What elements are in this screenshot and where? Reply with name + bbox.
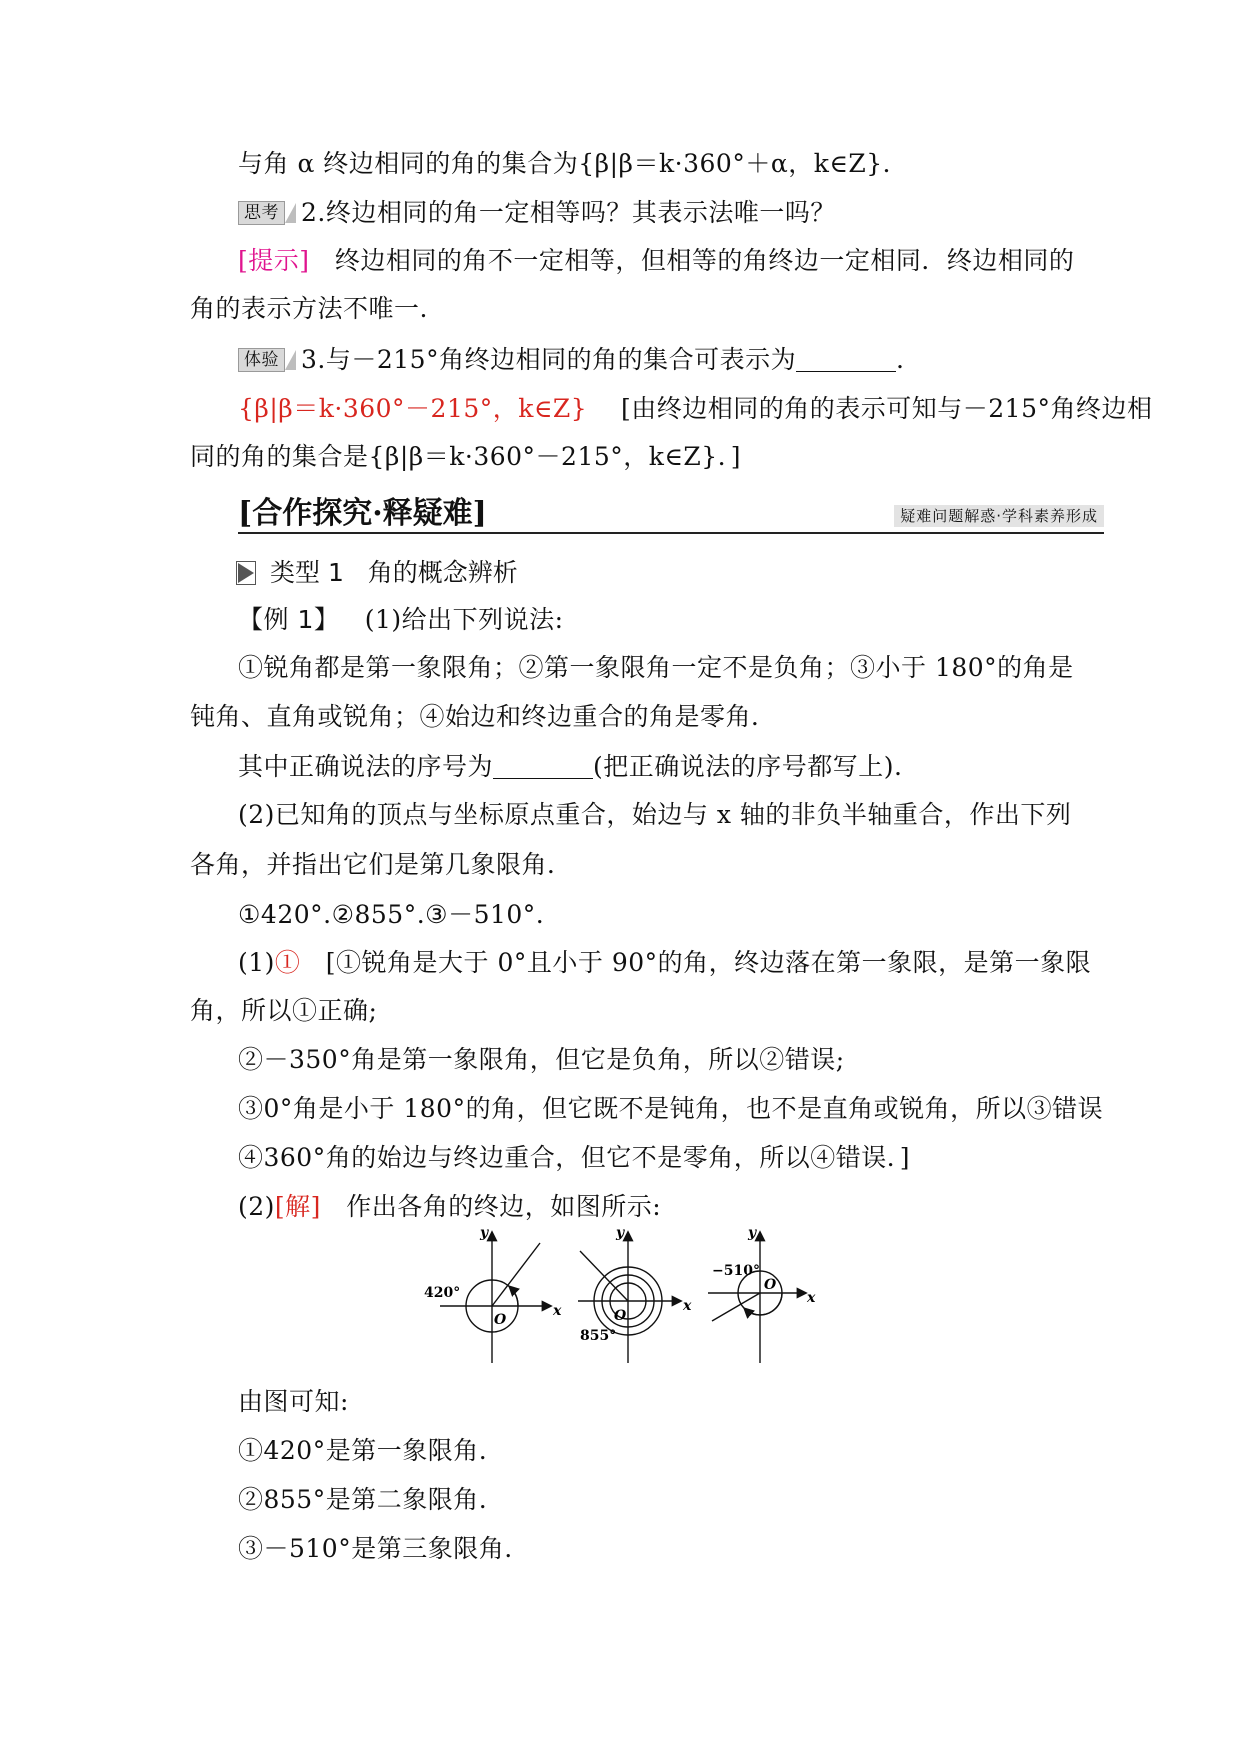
fig3-x-label: x [807, 1290, 816, 1306]
solution-3: ③0°角是小于 180°的角，但它既不是钝角，也不是直角或锐角，所以③错误 [238, 1094, 1104, 1123]
q1-c-pre: 其中正确说法的序号为 [238, 752, 494, 781]
figure-neg510 [708, 1233, 805, 1363]
solution-2: ②－350°角是第一象限角，但它是负角，所以②错误; [238, 1045, 845, 1074]
section-divider [238, 532, 1104, 534]
example-q2-b: 各角，并指出它们是第几象限角． [190, 850, 573, 879]
think-tag: 思考 [238, 201, 285, 225]
conclusion-1: ①420°是第一象限角. [238, 1436, 488, 1465]
section-subtitle: 疑难问题解惑·学科素养形成 [894, 505, 1104, 527]
think-question [238, 196, 836, 230]
solution-5-text: 作出各角的终边，如图所示: [346, 1192, 662, 1221]
fig1-angle-label: 420° [424, 1285, 461, 1301]
q1-c-post: (把正确说法的序号都写上). [593, 752, 903, 781]
example-q1-a: ①锐角都是第一象限角；②第一象限角一定不是负角；③小于 180°的角是 [238, 653, 1074, 682]
think-text: 2.终边相同的角一定相等吗？其表示法唯一吗？ [301, 198, 836, 227]
play-triangle-icon [238, 563, 254, 583]
experience-text: 3.与－215°角终边相同的角的集合可表示为 [301, 345, 797, 374]
experience-tag: 体验 [238, 348, 285, 372]
conclusion-3: ③－510°是第三象限角. [238, 1534, 513, 1563]
answer-blank [796, 345, 896, 372]
solution-1-b: 角，所以①正确; [190, 996, 378, 1025]
fig1-x-label: x [553, 1303, 562, 1319]
fig2-x-label: x [683, 1298, 692, 1314]
experience-question [238, 343, 922, 377]
fig1-origin-label: O [494, 1312, 507, 1328]
conclusion-intro: 由图可知: [238, 1387, 349, 1416]
type-label: 类型 1 [270, 558, 344, 587]
conclusion-2: ②855°是第二象限角. [238, 1485, 488, 1514]
example-q1-b: 钝角、直角或锐角；④始边和终边重合的角是零角． [190, 702, 777, 731]
fig3-origin-label: O [764, 1277, 777, 1293]
solution-5-num: (2) [238, 1192, 275, 1221]
example-intro [238, 603, 564, 637]
type-title: 角的概念辨析 [367, 558, 518, 587]
hint-label: [提示] [238, 246, 310, 275]
example-q2-a: (2)已知角的顶点与坐标原点重合，始边与 x 轴的非负半轴重合，作出下列 [238, 800, 1072, 829]
solution-4: ④360°角的始边与终边重合，但它不是零角，所以④错误．] [238, 1143, 910, 1172]
fig3-angle-label: −510° [712, 1263, 760, 1279]
fig3-y-label: y [748, 1225, 757, 1241]
section-title: [合作探究·释疑难] [238, 496, 487, 531]
solution-1-answer: ① [274, 948, 301, 977]
solution-5-tag: [解] [274, 1192, 321, 1221]
answer-explanation: [由终边相同的角的表示可知与－215°角终边相 [621, 394, 1153, 423]
experience-period: ． [896, 345, 922, 374]
solution-1-num: (1) [238, 948, 275, 977]
solution-1-text: [①锐角是大于 0°且小于 90°的角，终边落在第一象限，是第一象限 [325, 948, 1092, 977]
example-q2-c: ①420°.②855°.③－510°. [238, 900, 545, 929]
q1-blank [493, 752, 593, 779]
answer-line-2: 同的角的集合是{β|β＝k·360°－215°，k∈Z}．] [190, 442, 741, 471]
fig1-y-label: y [480, 1225, 489, 1241]
answer-line-1 [238, 392, 1152, 426]
type-heading [238, 556, 518, 590]
fig2-y-label: y [616, 1225, 625, 1241]
angle-figures [424, 1225, 850, 1375]
answer-red: {β|β＝k·360°－215°，k∈Z} [238, 394, 588, 423]
fig2-angle-label: 855° [580, 1328, 617, 1344]
solution-1 [238, 946, 1091, 980]
hint-line-2: 角的表示方法不唯一. [190, 294, 428, 323]
example-label: 【例 1】 [238, 605, 340, 634]
hint-text: 终边相同的角不一定相等，但相等的角终边一定相同．终边相同的 [334, 246, 1075, 275]
set-statement: 与角 α 终边相同的角的集合为{β|β＝k·360°＋α，k∈Z}． [238, 149, 909, 178]
hint-line-1 [238, 244, 1074, 278]
example-q1-c [238, 750, 902, 784]
solution-5 [238, 1190, 661, 1224]
fig2-origin-label: O [614, 1308, 627, 1324]
example-q1-intro: (1)给出下列说法: [364, 605, 564, 634]
